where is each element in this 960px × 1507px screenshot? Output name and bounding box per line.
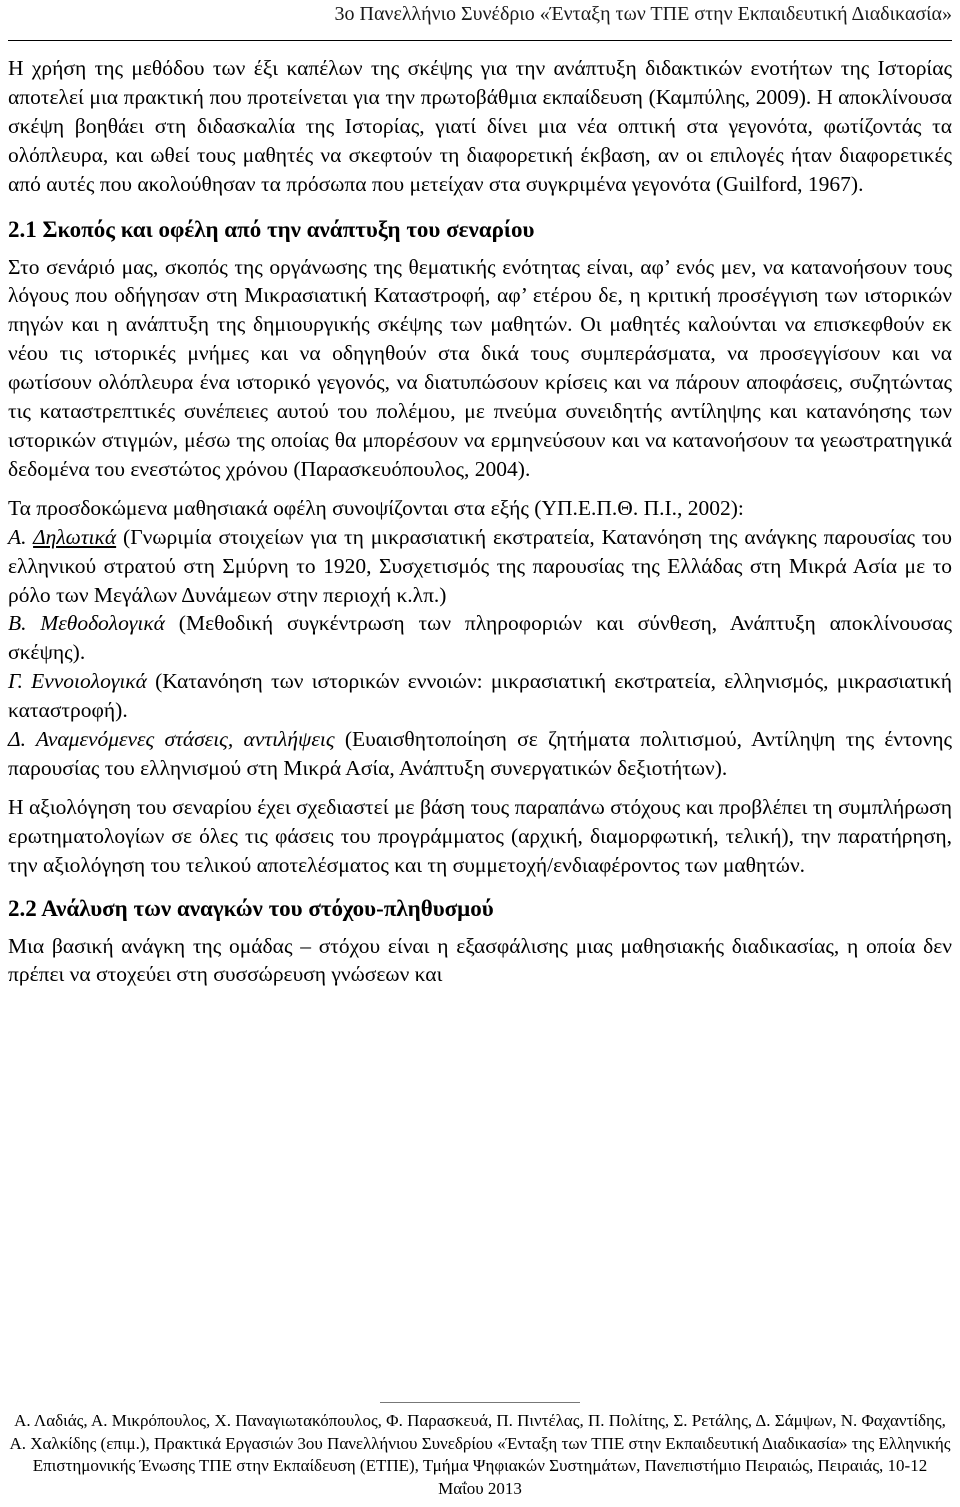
benefit-letter: Α.	[8, 524, 34, 549]
benefit-letter: Β.	[8, 611, 41, 636]
header-divider	[8, 40, 952, 41]
paragraph-benefits-intro: Τα προσδοκώμενα μαθησιακά οφέλη συνοψίζονται στα εξής (ΥΠ.Ε.Π.Θ. Π.Ι., 2002):	[8, 495, 744, 520]
benefit-text: (Κατανόηση των ιστορικών εννοιών: μικρασιατική εκστρατεία, ελληνισμός, μικρασιατική καταστροφή).	[8, 669, 952, 723]
paragraph-intro: Η χρήση της μεθόδου των έξι καπέλων της σκέψης για την ανάπτυξη διδακτικών ενοτήτων της Ιστορίας αποτελεί μια πρακτική που προτείνεται για την πρωτοβάθμια εκπαίδευση (Καμπύλης, 2009). Η αποκλίνουσα σκέψη βοηθάει στη διδασκαλία της Ιστορίας, γιατί δίνει μια νέα οπτική στα γεγονότα, φωτίζοντάς τα ολόπλευρα, και ωθεί τους μαθητές να σκεφτούν τη διαφορετική έκβαση, αν οι επιλογές ήταν διαφορετικές από αυτές που ακολούθησαν τα πρόσωπα που μετείχαν στα συγκριμένα γεγονότα (Guilford, 1967).	[8, 56, 952, 196]
benefit-label: Εννοιολογικά	[31, 669, 147, 694]
benefit-letter: Δ.	[8, 727, 36, 752]
benefit-text: (Μεθοδική συγκέντρωση των πληροφοριών και σύνθεση, Ανάπτυξη αποκλίνουσας σκέψης).	[8, 611, 952, 665]
benefit-label: Αναμενόμενες στάσεις, αντιλήψεις	[35, 727, 335, 752]
benefit-item-b	[8, 609, 952, 667]
section-heading-2-2: 2.2 Ανάλυση των αναγκών του στόχου-πληθυσμού	[8, 895, 494, 921]
benefit-label: Δηλωτικά	[33, 524, 117, 549]
running-header: 3ο Πανελλήνιο Συνέδριο «Ένταξη των ΤΠΕ στην Εκπαιδευτική Διαδικασία»	[334, 3, 952, 25]
footer-citation: Α. Λαδιάς, Α. Μικρόπουλος, Χ. Παναγιωτακόπουλος, Φ. Παρασκευά, Π. Πιντέλας, Π. Πολίτης, Σ. Ρετάλης, Δ. Σάμψων, Ν. Φαχαντίδης, Α. Χαλκίδης (επιμ.), Πρακτικά Εργασιών 3ου Πανελλήνιου Συνεδρίου «Ένταξη των ΤΠΕ στην Εκπαιδευτική Διαδικασία» της Ελληνικής Επιστημονικής Ένωσης ΤΠΕ στην Εκπαίδευση (ΕΤΠΕ), Τμήμα Ψηφιακών Συστημάτων, Πανεπιστήμιο Πειραιώς, Πειραιάς, 10-12 Μαΐου 2013	[9, 1411, 951, 1498]
paragraph-scenario-aim: Στο σενάριό μας, σκοπός της οργάνωσης της θεματικής ενότητας είναι, αφ’ ενός μεν, να κατανοήσουν τους λόγους που οδήγησαν στη Μικρασιατική Καταστροφή, αφ’ ετέρου δε, η κριτική προσέγγιση των ιστορικών πηγών και η ανάπτυξη της δημιουργικής σκέψης των μαθητών. Οι μαθητές καλούνται να επισκεφθούν εκ νέου τις ιστορικές μνήμες και να οδηγηθούν στα δικά τους συμπεράσματα, να προσεγγίσουν και να φωτίσουν ολόπλευρα ένα ιστορικό γεγονός, να διατυπώσουν κρίσεις και να πάρουν αποφάσεις, συζητώντας τις καταστρεπτικές συνέπειες αυτού του πολέμου, με πνεύμα συνειδητής αντίληψης και κατανόησης των ιστορικών στιγμών, μέσω της οποίας θα μπορέσουν να ερμηνεύσουν και να κατανοήσουν τα γεωστρατηγικά δεδομένα του ενεστώτος χρόνου (Παρασκευόπουλος, 2004).	[8, 254, 952, 481]
paragraph-evaluation: Η αξιολόγηση του σεναρίου έχει σχεδιαστεί με βάση τους παραπάνω στόχους και προβλέπει τη συμπλήρωση ερωτηματολογίων σε όλες τις φάσεις του προγράμματος (αρχική, διαμορφωτική, τελική), την παρατήρηση, την αξιολόγηση του τελικού αποτελέσματος και τη συμμετοχή/ενδιαφέροντος των μαθητών.	[8, 794, 952, 877]
benefit-text: (Γνωριμία στοιχείων για τη μικρασιατική εκστρατεία, Κατανόηση της ανάγκης παρουσίας του ελληνικού στρατού στη Σμύρνη το 1920, Συσχετισμός της παρουσίας της Ελλάδας στη Μικρά Ασία με το ρόλο των Μεγάλων Δυνάμεων στην περιοχή κ.λπ.)	[8, 524, 952, 607]
page-content	[8, 54, 952, 989]
footer-divider	[380, 1402, 580, 1403]
paragraph-needs: Μια βασική ανάγκη της ομάδας – στόχου είναι η εξασφάλισης μιας μαθησιακής διαδικασίας, η οποία δεν πρέπει να στοχεύει στη συσσώρευση γνώσεων και	[8, 933, 952, 987]
benefit-text: (Ευαισθητοποίηση σε ζητήματα πολιτισμού, Αντίληψη της έντονης παρουσίας του ελληνισμού στη Μικρά Ασία, Ανάπτυξη συνεργατικών δεξιοτήτων).	[8, 727, 952, 780]
benefit-label: Μεθοδολογικά	[40, 611, 165, 636]
benefit-letter: Γ.	[8, 669, 32, 694]
benefit-item-c	[8, 667, 952, 725]
benefit-item-d	[8, 725, 952, 783]
section-heading-2-1: 2.1 Σκοπός και οφέλη από την ανάπτυξη του σεναρίου	[8, 216, 535, 242]
benefit-item-a	[8, 523, 952, 610]
